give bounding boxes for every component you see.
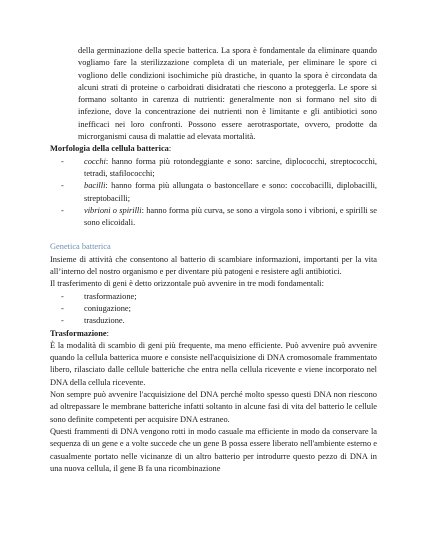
trasformazione-heading-line bbox=[50, 328, 377, 340]
morfologia-text: : hanno forma più allungata o bastoncellare e sono: coccobacilli, diplobacilli, streptobacilli; bbox=[84, 181, 377, 203]
list-item: - coniugazione; bbox=[50, 303, 377, 315]
list-item bbox=[50, 180, 377, 205]
morfologia-heading-line bbox=[50, 143, 377, 155]
morfologia-term: bacilli bbox=[84, 181, 106, 191]
spore-paragraph: della germinazione della specie batterica. La spora è fondamentale da eliminare quando vogliamo fare la sterilizzazione completa di un materiale, per eliminare le spore ci vogliono delle condizioni isochimiche più drastiche, in quanto la spora è circondata da alcuni strati di proteine o carboidrati disidratati che riescono a proteggerla. Le spore si formano soltanto in carenza di nutrienti: generalmente non si formano nel sito di infezione, dove la concentrazione dei nutrienti non è limitante e gli antibiotici sono inefficaci nei loro confronti. Possono essere aerotrasportate, ovvero, prodotte da microrganismi causa di malattie ad elevata mortalità. bbox=[78, 46, 377, 142]
modes-list bbox=[50, 291, 377, 328]
morfologia-term: vibrioni o spirilli bbox=[84, 205, 142, 215]
trasformazione-paragraph-3: Questi frammenti di DNA vengono rotti in modo casuale ma efficiente in modo da conservare la sequenza di un gene e a volte succede che un gene B possa essere liberato nell'ambiente esterno e casualmente portato nelle vicinanze di un altro batterio per introdurre questo pezzo di DNA in una nuova cellula, il gene B fa una ricombinazione bbox=[50, 426, 377, 473]
morfologia-list bbox=[50, 156, 377, 230]
trasformazione-paragraph-2: Non sempre può avvenire l'acquisizione del DNA perché molto spesso questi DNA non riescono ad oltrepassare le membrane batteriche infatti soltanto in alcune fasi di vita del batterio le cellule sono definite competenti per acquisire DNA estraneo. bbox=[50, 390, 377, 424]
trasformazione-heading-suffix: : bbox=[106, 328, 109, 338]
document-body bbox=[50, 45, 377, 475]
genetica-intro: Insieme di attività che consentono al batterio di scambiare informazioni, importanti per la vita all’interno del nostro organismo e per diventare più patogeni e resistere agli antibiotici. bbox=[50, 254, 377, 277]
genetica-modes-intro: Il trasferimento di geni è detto orizzontale può avvenire in tre modi fondamentali: bbox=[50, 279, 324, 289]
morfologia-text: : hanno forma più curva, se sono a virgola sono i vibrioni, e spirilli se sono elicoidali. bbox=[84, 205, 377, 228]
trasformazione-paragraph-1: È la modalità di scambio di geni più frequente, ma meno efficiente. Può avvenire può avvenire quando la cellula batterica muore e consiste nell'acquisizione di DNA cromosomale frammentato libero, rilasciato dalle cellule batteriche che entra nella cellula ricevente e viene incorporato nel DNA della cellula ricevente. bbox=[50, 340, 377, 387]
trasformazione-heading: Trasformazione bbox=[50, 328, 107, 338]
morfologia-term: cocchi bbox=[84, 156, 106, 166]
morfologia-text: : hanno forma più rotondeggiante e sono: sarcine, diplococchi, streptococchi, tetradi, stafilococchi; bbox=[84, 156, 377, 178]
list-item: - trasduzione. bbox=[50, 315, 377, 327]
morfologia-heading: Morfologia della cellula batterica bbox=[50, 144, 169, 154]
list-item bbox=[50, 156, 377, 181]
list-item: - trasformazione; bbox=[50, 291, 377, 303]
list-item bbox=[50, 205, 377, 230]
section-spacer bbox=[50, 229, 377, 241]
morfologia-heading-suffix: : bbox=[168, 144, 172, 154]
genetica-heading: Genetica batterica bbox=[50, 242, 111, 252]
